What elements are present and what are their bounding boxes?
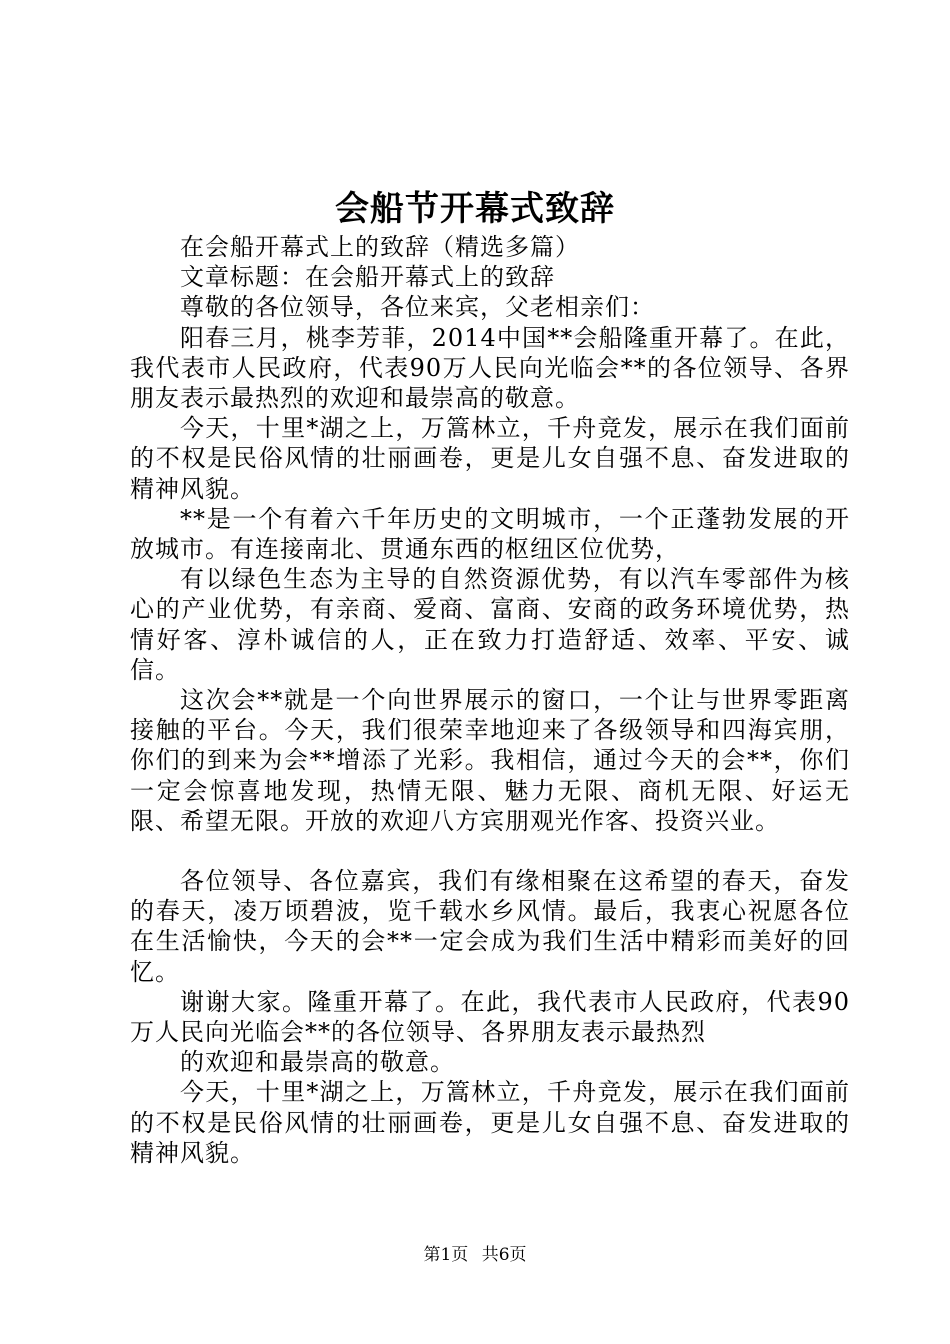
page-title: 会船节开幕式致辞 — [335, 189, 615, 229]
paragraph: 今天，十里*湖之上，万篙林立，千舟竞发，展示在我们面前的不权是民俗风情的壮丽画卷，更是儿女自强不息、奋发进取的精神风貌。 — [130, 414, 850, 503]
page-number: 第1页 — [423, 1245, 469, 1265]
paragraph-article-title: 文章标题：在会船开幕式上的致辞 — [180, 263, 555, 292]
paragraph: 这次会**就是一个向世界展示的窗口，一个让与世界零距离接触的平台。今天，我们很荣幸地迎来了各级领导和四海宾朋，你们的到来为会**增添了光彩。我相信，通过今天的会**，你们一定会惊喜地发现，热情无限、魅力无限、商机无限、好运无限、希望无限。开放的欢迎八方宾朋观光作客、投资兴业。 — [130, 686, 850, 835]
paragraph: 阳春三月，桃李芳菲，2014中国**会船隆重开幕了。在此，我代表市人民政府，代表90万人民向光临会**的各位领导、各界朋友表示最热烈的欢迎和最崇高的敬意。 — [130, 323, 850, 413]
paragraph-subtitle: 在会船开幕式上的致辞（精选多篇） — [180, 233, 580, 261]
paragraph: 有以绿色生态为主导的自然资源优势，有以汽车零部件为核心的产业优势，有亲商、爱商、富商、安商的政务环境优势，热情好客、淳朴诚信的人，正在致力打造舒适、效率、平安、诚信。 — [130, 565, 850, 684]
page-footer — [0, 1243, 950, 1267]
paragraph: 今天，十里*湖之上，万篙林立，千舟竞发，展示在我们面前的不权是民俗风情的壮丽画卷，更是儿女自强不息、奋发进取的精神风貌。 — [130, 1078, 850, 1167]
paragraph: 的欢迎和最崇高的敬意。 — [180, 1048, 455, 1077]
paragraph-salutation: 尊敬的各位领导，各位来宾，父老相亲们： — [180, 293, 655, 322]
paragraph: **是一个有着六千年历史的文明城市，一个正蓬勃发展的开放城市。有连接南北、贯通东西的枢纽区位优势， — [130, 504, 850, 564]
page-total: 共6页 — [481, 1245, 527, 1265]
document-body — [130, 232, 850, 1168]
paragraph: 各位领导、各位嘉宾，我们有缘相聚在这希望的春天，奋发的春天，凌万顷碧波，览千载水乡风情。最后，我衷心祝愿各位在生活愉快，今天的会**一定会成为我们生活中精彩而美好的回忆。 — [130, 867, 850, 986]
paragraph: 谢谢大家。隆重开幕了。在此，我代表市人民政府，代表90万人民向光临会**的各位领导、各界朋友表示最热烈 — [130, 987, 850, 1047]
